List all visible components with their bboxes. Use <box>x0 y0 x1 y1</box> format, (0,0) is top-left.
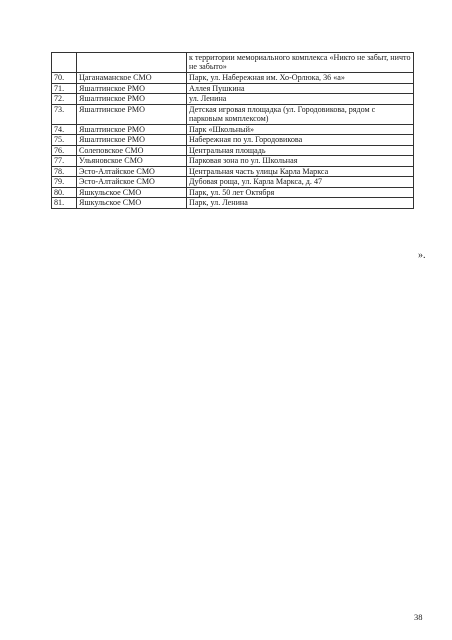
row-number: 79. <box>52 177 77 188</box>
table-row <box>52 187 414 198</box>
municipality-cell: Ульяновское СМО <box>77 156 187 167</box>
table-row <box>52 73 414 84</box>
municipality-cell <box>77 53 187 73</box>
table-row <box>52 177 414 188</box>
place-cell: Набережная по ул. Городовикова <box>187 135 414 146</box>
municipality-cell: Яшкульское СМО <box>77 187 187 198</box>
row-number: 81. <box>52 198 77 209</box>
closing-quote-mark: ». <box>418 250 426 261</box>
place-cell: Центральная часть улицы Карла Маркса <box>187 166 414 177</box>
table-row <box>52 166 414 177</box>
municipality-cell: Яшалтинское РМО <box>77 104 187 124</box>
municipality-cell: Яшалтинское РМО <box>77 83 187 94</box>
row-number <box>52 53 77 73</box>
place-cell: Парк, ул. Ленина <box>187 198 414 209</box>
municipality-cell: Яшалтинское РМО <box>77 124 187 135</box>
place-cell: Парк, ул. 50 лет Октября <box>187 187 414 198</box>
places-table <box>51 52 414 209</box>
municipality-cell: Эсто-Алтайское СМО <box>77 177 187 188</box>
municipality-cell: Эсто-Алтайское СМО <box>77 166 187 177</box>
place-cell: Аллея Пушкина <box>187 83 414 94</box>
table-row <box>52 135 414 146</box>
place-cell: Парк, ул. Набережная им. Хо-Орлюка, 36 «а» <box>187 73 414 84</box>
place-cell: ул. Ленина <box>187 94 414 105</box>
page-number: 38 <box>414 612 423 622</box>
row-number: 78. <box>52 166 77 177</box>
table-row <box>52 94 414 105</box>
row-number: 80. <box>52 187 77 198</box>
row-number: 75. <box>52 135 77 146</box>
table-row <box>52 156 414 167</box>
row-number: 72. <box>52 94 77 105</box>
row-number: 71. <box>52 83 77 94</box>
municipality-cell: Яшкульское СМО <box>77 198 187 209</box>
row-number: 70. <box>52 73 77 84</box>
place-cell: к территории мемориального комплекса «Никто не забыт, ничто не забыто» <box>187 53 414 73</box>
row-number: 76. <box>52 145 77 156</box>
place-cell: Парковая зона по ул. Школьная <box>187 156 414 167</box>
row-number: 74. <box>52 124 77 135</box>
municipality-cell: Яшалтинское РМО <box>77 135 187 146</box>
place-cell: Дубовая роща, ул. Карла Маркса, д. 47 <box>187 177 414 188</box>
table-row <box>52 198 414 209</box>
table-row <box>52 124 414 135</box>
row-number: 73. <box>52 104 77 124</box>
table-row <box>52 83 414 94</box>
table-row <box>52 104 414 124</box>
municipality-cell: Яшалтинское РМО <box>77 94 187 105</box>
municipality-cell: Цаганаманское СМО <box>77 73 187 84</box>
row-number: 77. <box>52 156 77 167</box>
table-row <box>52 53 414 73</box>
place-cell: Парк «Школьный» <box>187 124 414 135</box>
municipality-cell: Солеповское СМО <box>77 145 187 156</box>
place-cell: Детская игровая площадка (ул. Городовикова, рядом с парковым комплексом) <box>187 104 414 124</box>
place-cell: Центральная площадь <box>187 145 414 156</box>
table-row <box>52 145 414 156</box>
